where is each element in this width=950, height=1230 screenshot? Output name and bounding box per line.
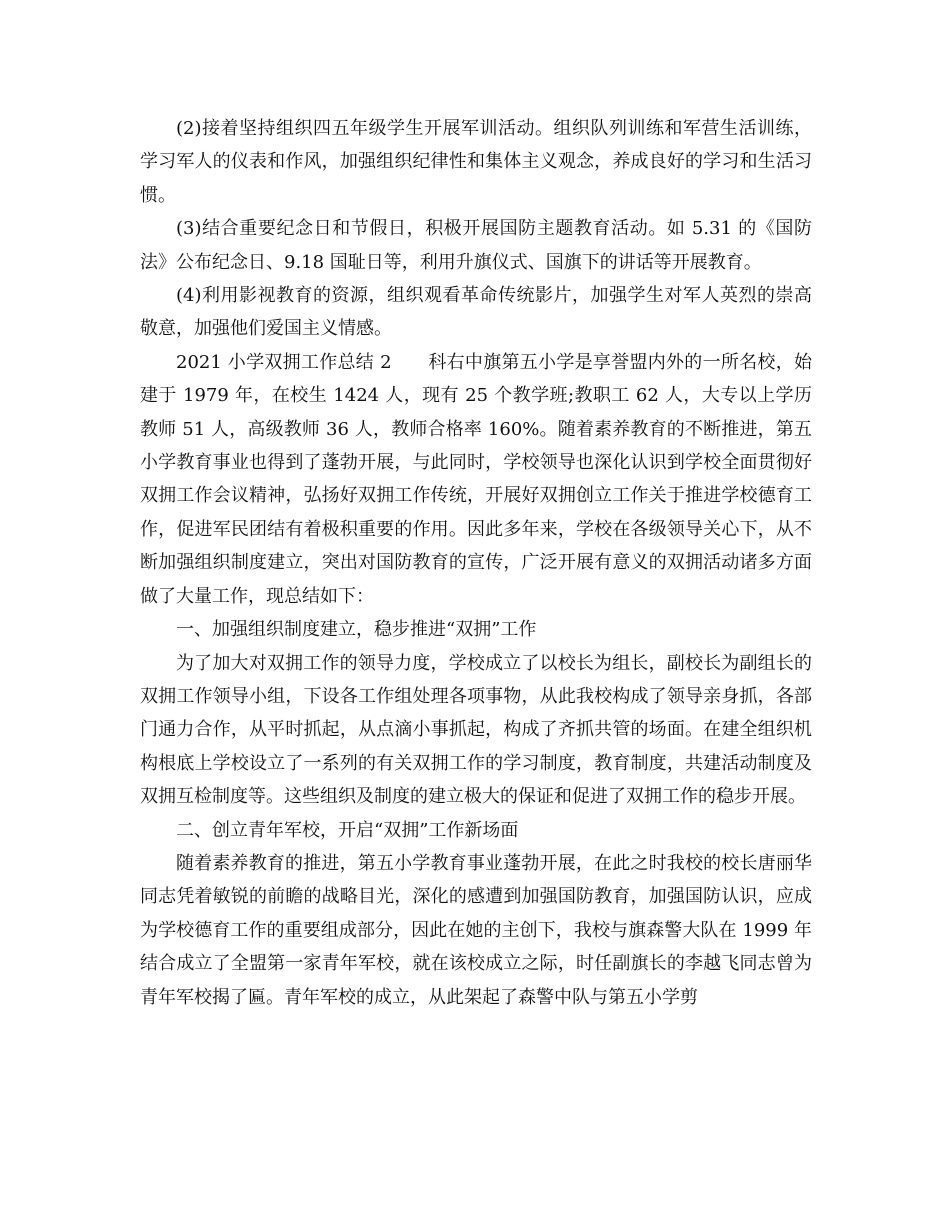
paragraph-memorial-days: (3)结合重要纪念日和节假日，积极开展国防主题教育活动。如 5.31 的《国防法》公布纪念日、9.18 国耻日等，利用升旗仪式、国旗下的讲话等开展教育。 [140, 218, 812, 273]
section-heading-1: 一、加强组织制度建立，稳步推进“双拥”工作 [176, 619, 537, 641]
paragraph-summary-intro: 2021 小学双拥工作总结 2 科右中旗第五小学是享誉盟内外的一所名校，始建于 1979 年，在校生 1424 人，现有 25 个教学班;教职工 62 人，大专以上学历教师 51 人，高级教师 36 人，教师合格率 160%。随着素养教育的不断推进，第五小学教育事业也得到了蓬勃开展，与此同时，学校领导也深化认识到学校全面贯彻好双拥工作会议精神，弘扬好双拥工作传统，开展好双拥创立工作关于推进学校德育工作，促进军民团结有着极积重要的作用。因此多年来，学校在各级领导关心下，从不断加强组织制度建立，突出对国防教育的宣传，广泛开展有意义的双拥活动诸多方面做了大量工作，现总结如下： [140, 351, 812, 607]
paragraph-youth-military-school: 随着素养教育的推进，第五小学教育事业蓬勃开展，在此之时我校的校长唐丽华同志凭着敏锐的前瞻的战略目光，深化的感遭到加强国防教育，加强国防认识，应成为学校德育工作的重要组成部分，因此在她的主创下，我校与旗森警大队在 1999 年结合成立了全盟第一家青年军校，就在该校成立之际，时任副旗长的李越飞同志曾为青年军校揭了匾。青年军校的成立，从此架起了森警中队与第五小学剪 [140, 852, 812, 1008]
document-body [140, 112, 812, 1014]
paragraph-film-education: (4)利用影视教育的资源，组织观看革命传统影片，加强学生对军人英烈的崇高敬意，加强他们爱国主义情感。 [140, 285, 812, 340]
section-heading-2: 二、创立青年军校，开启“双拥”工作新场面 [176, 819, 519, 841]
paragraph-military-training: (2)接着坚持组织四五年级学生开展军训活动。组织队列训练和军营生活训练，学习军人的仪表和作风，加强组织纪律性和集体主义观念，养成良好的学习和生活习惯。 [140, 118, 812, 206]
paragraph-leadership-group: 为了加大对双拥工作的领导力度，学校成立了以校长为组长，副校长为副组长的双拥工作领导小组，下设各工作组处理各项事物，从此我校构成了领导亲身抓，各部门通力合作，从平时抓起，从点滴小事抓起，构成了齐抓共管的场面。在建全组织机构根底上学校设立了一系列的有关双拥工作的学习制度，教育制度，共建活动制度及双拥互检制度等。这些组织及制度的建立极大的保证和促进了双拥工作的稳步开展。 [140, 652, 812, 808]
